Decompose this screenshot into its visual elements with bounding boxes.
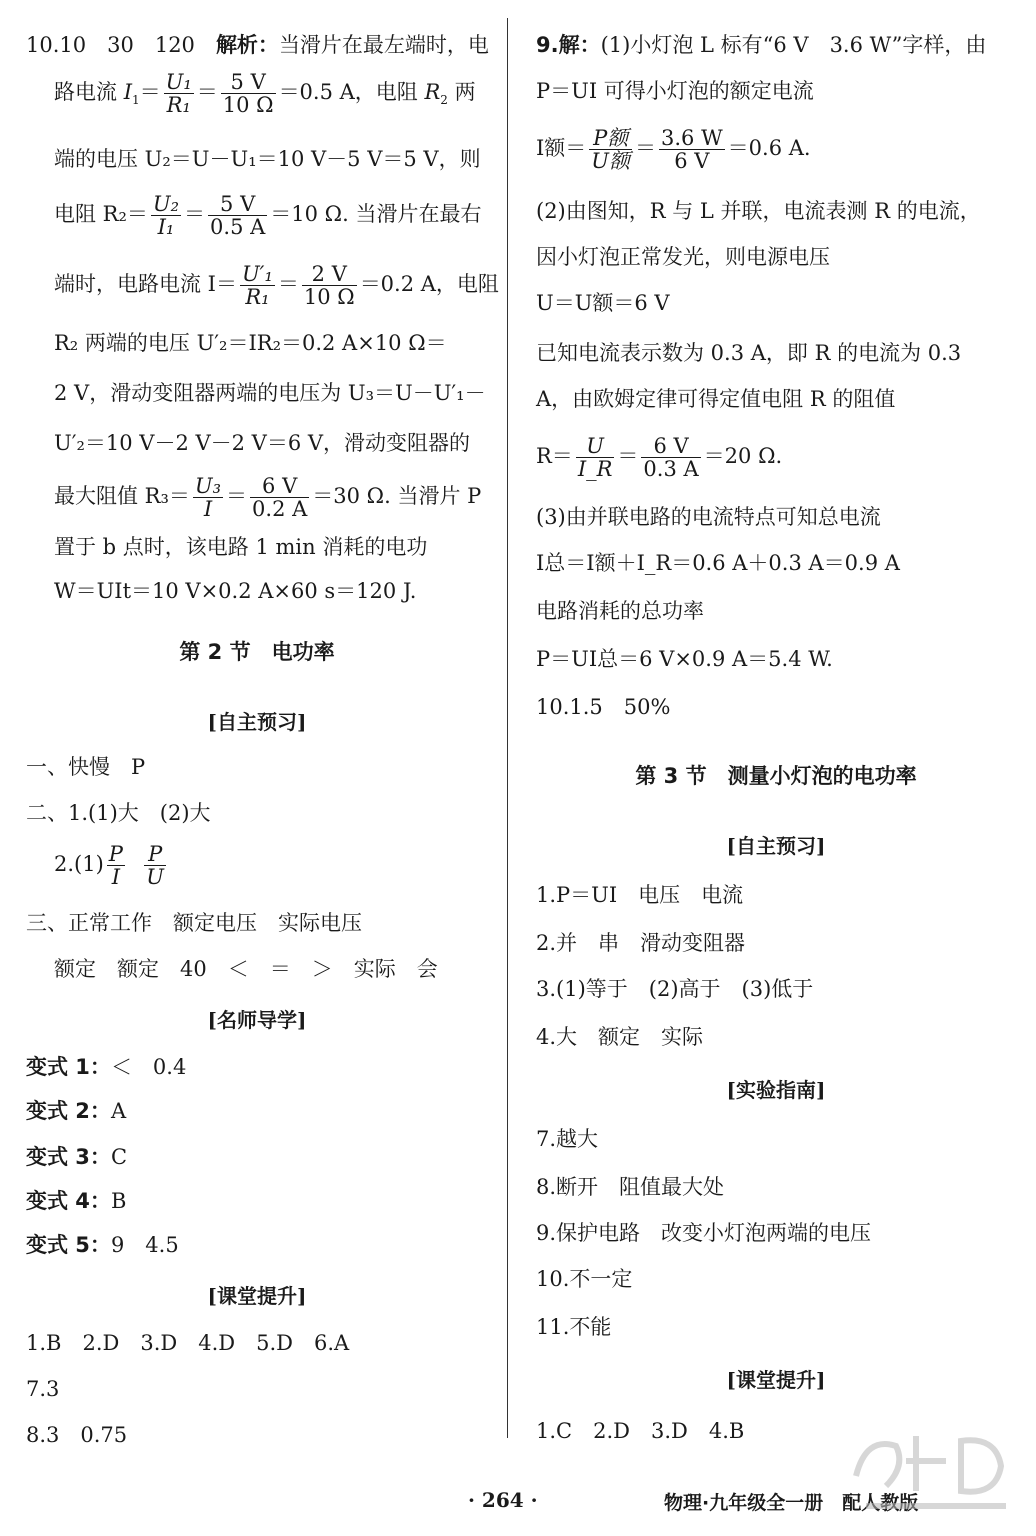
answer-line: 8.断开 阻值最大处 — [536, 1175, 725, 1199]
q10-line-3: 端的电压 U₂＝U－U₁＝10 V－5 V＝5 V，则 — [54, 147, 481, 171]
q10-line-4: 电阻 R₂＝ $\frac{\text{U₂}}{\text{I₁}}$ ＝ $\frac{5 V}{0.5 A}$ ＝10 Ω. 当滑片在最右 — [54, 191, 482, 239]
q10-line-5: 端时，电路电流 I＝ $\frac{\text{U′₁}}{\text{R₁}}$ ＝ $\frac{2 V}{10 \Omega}$ ＝0.2 A，电阻 — [54, 261, 499, 309]
answer-line: 9.保护电路 改变小灯泡两端的电压 — [536, 1221, 872, 1245]
answer-line: 三、正常工作 额定电压 实际电压 — [26, 911, 362, 935]
q10-line-7: 2 V，滑动变阻器两端的电压为 U₃＝U－U′₁－ — [54, 381, 486, 405]
q10-line-8: U′₂＝10 V－2 V－2 V＝6 V，滑动变阻器的 — [54, 431, 471, 455]
fraction: $\frac{6 V}{0.3 A}$ — [643, 433, 699, 481]
heading-shiyan-zhinan: [实验指南] — [726, 1078, 826, 1102]
fraction: $\frac{\text{U₁}}{\text{R₁}}$ — [165, 69, 192, 117]
q9-line-13: P＝UI总＝6 V×0.9 A＝5.4 W. — [536, 647, 833, 671]
answer-line: 3.(1)等于 (2)高于 (3)低于 — [536, 977, 814, 1001]
fraction: $\frac{\text{U₃}}{I}$ — [194, 473, 222, 521]
answer-line: 2.(1) $\frac{P}{I}$ $\frac{P}{U}$ — [54, 841, 164, 889]
q9-line-11: I总＝I额＋I_R＝0.6 A＋0.3 A＝0.9 A — [536, 551, 900, 575]
fraction: $\frac{P}{I}$ — [108, 841, 123, 889]
q9-line-10: (3)由并联电路的电流特点可知总电流 — [536, 505, 881, 529]
answer-line: 1.P＝UI 电压 电流 — [536, 883, 744, 907]
fraction: $\frac{6 V}{0.2 A}$ — [252, 473, 308, 521]
answer-line: 额定 额定 40 ＜ ＝ ＞ 实际 会 — [54, 957, 438, 981]
answer-line: 11.不能 — [536, 1315, 612, 1339]
q9-line-12: 电路消耗的总功率 — [536, 599, 704, 623]
column-divider — [507, 18, 508, 1438]
fraction: $\frac{5 V}{10 \Omega}$ — [222, 69, 274, 117]
q9-line-8: A，由欧姆定律可得定值电阻 R 的阻值 — [536, 387, 896, 411]
fraction: $\frac{3.6 W}{6 V}$ — [661, 125, 723, 173]
answer-line: 8.3 0.75 — [26, 1423, 128, 1447]
q10-line-11: W＝UIt＝10 V×0.2 A×60 s＝120 J. — [54, 579, 417, 603]
variant-4: 变式 4：B — [26, 1189, 127, 1213]
q9-line-7: 已知电流表示数为 0.3 A，即 R 的电流为 0.3 — [536, 341, 962, 365]
variant-2: 变式 2：A — [26, 1099, 127, 1123]
q9-line-2: P＝UI 可得小灯泡的额定电流 — [536, 79, 814, 103]
answer-line: 2.并 串 滑动变阻器 — [536, 931, 746, 955]
q9-line-5: 因小灯泡正常发光，则电源电压 — [536, 245, 830, 269]
variant-5: 变式 5：9 4.5 — [26, 1233, 179, 1257]
q9-line-3: I额＝ $\frac{\text{P额}}{\text{U额}}$ ＝ $\frac{3.6 W}{6 V}$ ＝0.6 A. — [536, 125, 811, 173]
answer-line: 一、快慢 P — [26, 755, 146, 779]
q10-answer: 10.1.5 50% — [536, 695, 671, 719]
q9-line-1: 9.解：(1)小灯泡 L 标有“6 V 3.6 W”字样，由 — [536, 33, 987, 57]
q10-line-2: 路电流 $I_1=$ $\frac{\text{U₁}}{\text{R₁}}$ ＝ $\frac{5 V}{10 \Omega}$ ＝0.5 A，电阻 $R_2$ 两 — [54, 69, 476, 117]
answer-line: 4.大 额定 实际 — [536, 1025, 704, 1049]
q10-line-9: 最大阻值 R₃＝ $\frac{\text{U₃}}{I}$ ＝ $\frac{6 V}{0.2 A}$ ＝30 Ω. 当滑片 P — [54, 473, 482, 521]
answer-line: 二、1.(1)大 (2)大 — [26, 801, 211, 825]
fraction: $\frac{\text{U′₁}}{\text{R₁}}$ — [241, 261, 273, 309]
section-title-3: 第 3 节 测量小灯泡的电功率 — [635, 764, 917, 788]
q9-line-6: U＝U额＝6 V — [536, 291, 670, 315]
q10-line-1: 10.10 30 120 解析：当滑片在最左端时，电 — [26, 33, 489, 57]
heading-ketang-tisheng: [课堂提升] — [207, 1284, 307, 1308]
q10-line-10: 置于 b 点时，该电路 1 min 消耗的电功 — [54, 535, 428, 559]
heading-ketang-tisheng: [课堂提升] — [726, 1368, 826, 1392]
q10-line-6: R₂ 两端的电压 U′₂＝IR₂＝0.2 A×10 Ω＝ — [54, 331, 447, 355]
heading-zizhu-yuxi: [自主预习] — [726, 834, 826, 858]
page-number: · 264 · — [468, 1488, 538, 1512]
answer-line: 1.B 2.D 3.D 4.D 5.D 6.A — [26, 1331, 350, 1355]
fraction: $\frac{\text{U₂}}{\text{I₁}}$ — [152, 191, 180, 239]
fraction: $\frac{5 V}{0.5 A}$ — [210, 191, 266, 239]
book-title: 物理·九年级全一册 配人教版 — [664, 1492, 919, 1514]
watermark-logo — [846, 1416, 1022, 1516]
fraction: $\frac{U}{I\_R}$ — [577, 433, 613, 481]
heading-mingshi-daoxue: [名师导学] — [207, 1008, 307, 1032]
heading-zizhu-yuxi: [自主预习] — [207, 710, 307, 734]
q9-line-9: R＝ $\frac{U}{I\_R}$ ＝ $\frac{6 V}{0.3 A}$ ＝20 Ω. — [536, 433, 783, 481]
q9-line-4: (2)由图知，R 与 L 并联，电流表测 R 的电流， — [536, 199, 981, 223]
answer-line: 1.C 2.D 3.D 4.B — [536, 1419, 745, 1443]
answer-line: 7.越大 — [536, 1127, 599, 1151]
answer-line: 7.3 — [26, 1377, 60, 1401]
fraction: $\frac{\text{P额}}{\text{U额}}$ — [591, 125, 630, 173]
fraction: $\frac{2 V}{10 \Omega}$ — [303, 261, 355, 309]
answer-line: 10.不一定 — [536, 1267, 633, 1291]
variant-1: 变式 1：＜ 0.4 — [26, 1055, 187, 1079]
variant-3: 变式 3：C — [26, 1145, 128, 1169]
section-title-2: 第 2 节 电功率 — [179, 640, 335, 664]
fraction: $\frac{P}{U}$ — [146, 841, 164, 889]
